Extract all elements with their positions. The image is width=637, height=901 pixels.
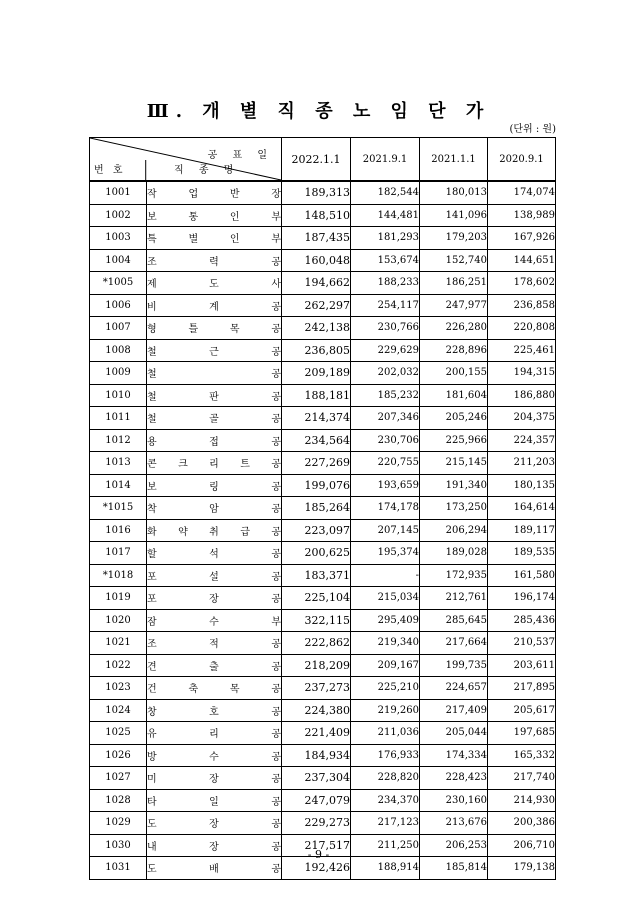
wage-value-cell: 247,079	[282, 789, 351, 812]
wage-value-cell: 144,651	[488, 249, 556, 272]
job-code-cell: 1025	[90, 722, 147, 745]
wage-value-cell: 186,880	[488, 384, 556, 407]
table-row	[90, 609, 556, 632]
job-name: 보 링 공	[147, 481, 281, 493]
job-code-cell: 1017	[90, 542, 147, 565]
job-name-cell	[147, 699, 282, 722]
wage-value-cell: 262,297	[282, 294, 351, 317]
job-name: 포 설 공	[147, 571, 281, 583]
wage-value-cell: 228,820	[351, 767, 420, 790]
wage-value-cell: 200,625	[282, 542, 351, 565]
job-code-cell: *1018	[90, 564, 147, 587]
job-code-cell: 1021	[90, 632, 147, 655]
job-code-cell: 1024	[90, 699, 147, 722]
job-name-cell	[147, 677, 282, 700]
page-title: Ⅲ. 개 별 직 종 노 임 단 가	[146, 101, 491, 122]
job-code-cell: 1030	[90, 834, 147, 857]
job-name: 창 호 공	[147, 706, 281, 718]
wage-value-cell: 184,934	[282, 744, 351, 767]
wage-value-cell: 197,685	[488, 722, 556, 745]
wage-value-cell: 230,160	[420, 789, 488, 812]
wage-table	[89, 137, 556, 880]
job-name-cell	[147, 609, 282, 632]
wage-value-cell: 229,629	[351, 339, 420, 362]
wage-value-cell: 152,740	[420, 249, 488, 272]
job-name: 철 판 공	[147, 391, 281, 403]
wage-value-cell: 189,535	[488, 542, 556, 565]
wage-value-cell: 174,178	[351, 497, 420, 520]
job-name-cell	[147, 272, 282, 295]
wage-value-cell: 285,436	[488, 609, 556, 632]
table-row	[90, 519, 556, 542]
wage-value-cell: 186,251	[420, 272, 488, 295]
wage-value-cell: 285,645	[420, 609, 488, 632]
wage-value-cell: 183,371	[282, 564, 351, 587]
job-code-cell: 1011	[90, 407, 147, 430]
job-code-cell: 1023	[90, 677, 147, 700]
table-row	[90, 789, 556, 812]
wage-value-cell: 187,435	[282, 227, 351, 250]
wage-value-cell: 188,233	[351, 272, 420, 295]
job-name-cell	[147, 654, 282, 677]
wage-value-cell: 181,604	[420, 384, 488, 407]
table-row	[90, 632, 556, 655]
table-row	[90, 744, 556, 767]
job-code-cell: 1026	[90, 744, 147, 767]
wage-value-cell: 188,914	[351, 857, 420, 880]
job-name: 작 업 반 장	[147, 189, 281, 201]
wage-value-cell: 194,662	[282, 272, 351, 295]
wage-value-cell: 226,280	[420, 317, 488, 340]
job-code-cell: 1019	[90, 587, 147, 610]
job-name-cell	[147, 181, 282, 204]
table-row	[90, 587, 556, 610]
job-code-cell: 1006	[90, 294, 147, 317]
job-code-cell: *1005	[90, 272, 147, 295]
header-no-label: 번 호	[94, 165, 126, 176]
job-name: 비 계 공	[147, 301, 281, 313]
wage-value-cell: 179,138	[488, 857, 556, 880]
wage-value-cell: 217,123	[351, 812, 420, 835]
wage-value-cell: 229,273	[282, 812, 351, 835]
job-name-cell	[147, 722, 282, 745]
wage-value-cell: 189,117	[488, 519, 556, 542]
job-name-cell	[147, 339, 282, 362]
wage-value-cell: 176,933	[351, 744, 420, 767]
wage-value-cell: 225,966	[420, 429, 488, 452]
table-row	[90, 204, 556, 227]
job-code-cell: 1010	[90, 384, 147, 407]
table-row	[90, 722, 556, 745]
table-row	[90, 181, 556, 204]
job-code-cell: 1002	[90, 204, 147, 227]
wage-value-cell: 322,115	[282, 609, 351, 632]
wage-value-cell: 254,117	[351, 294, 420, 317]
diagonal-header-cell	[90, 138, 282, 182]
wage-value-cell: 196,174	[488, 587, 556, 610]
job-name: 건 축 목 공	[147, 684, 281, 696]
wage-value-cell: 224,380	[282, 699, 351, 722]
job-code-cell: 1012	[90, 429, 147, 452]
job-name-cell	[147, 564, 282, 587]
job-name-cell	[147, 204, 282, 227]
wage-value-cell: 165,332	[488, 744, 556, 767]
job-name: 형 틀 목 공	[147, 324, 281, 336]
wage-value-cell: 212,761	[420, 587, 488, 610]
wage-value-cell: 199,735	[420, 654, 488, 677]
wage-value-cell: 242,138	[282, 317, 351, 340]
wage-value-cell: 225,461	[488, 339, 556, 362]
job-name-cell	[147, 429, 282, 452]
job-name: 유 리 공	[147, 729, 281, 741]
wage-value-cell: 210,537	[488, 632, 556, 655]
table-row	[90, 542, 556, 565]
table-row	[90, 339, 556, 362]
job-name: 견 출 공	[147, 661, 281, 673]
job-name: 용 접 공	[147, 436, 281, 448]
page-number: - 9 -	[307, 848, 330, 861]
wage-value-cell: 185,232	[351, 384, 420, 407]
table-row	[90, 272, 556, 295]
column-header: 2020.9.1	[488, 138, 556, 182]
table-row	[90, 497, 556, 520]
column-header: 2021.9.1	[351, 138, 420, 182]
table-row	[90, 452, 556, 475]
wage-value-cell: 161,580	[488, 564, 556, 587]
wage-value-cell: 193,659	[351, 474, 420, 497]
table-row	[90, 564, 556, 587]
job-name-cell	[147, 587, 282, 610]
wage-value-cell: 185,264	[282, 497, 351, 520]
wage-value-cell: 178,602	[488, 272, 556, 295]
wage-value-cell: 220,808	[488, 317, 556, 340]
job-code-cell: 1013	[90, 452, 147, 475]
table-row	[90, 294, 556, 317]
wage-value-cell: 141,096	[420, 204, 488, 227]
job-name: 도 장 공	[147, 819, 281, 831]
table-row	[90, 654, 556, 677]
wage-value-cell: 180,135	[488, 474, 556, 497]
wage-value-cell: 138,989	[488, 204, 556, 227]
wage-value-cell: 207,145	[351, 519, 420, 542]
job-name: 내 장 공	[147, 841, 281, 853]
wage-value-cell: 202,032	[351, 362, 420, 385]
wage-value-cell: 215,145	[420, 452, 488, 475]
job-code-cell: 1029	[90, 812, 147, 835]
job-name: 잠 수 부	[147, 616, 281, 628]
job-name: 방 수 공	[147, 751, 281, 763]
job-code-cell: 1020	[90, 609, 147, 632]
wage-value-cell: 164,614	[488, 497, 556, 520]
wage-value-cell: 206,710	[488, 834, 556, 857]
wage-value-cell: 295,409	[351, 609, 420, 632]
wage-value-cell: 227,269	[282, 452, 351, 475]
wage-value-cell: 224,357	[488, 429, 556, 452]
wage-value-cell: 211,203	[488, 452, 556, 475]
wage-value-cell: 160,048	[282, 249, 351, 272]
column-header: 2021.1.1	[420, 138, 488, 182]
job-name-cell	[147, 227, 282, 250]
wage-value-cell: 217,740	[488, 767, 556, 790]
job-name: 착 암 공	[147, 504, 281, 516]
wage-value-cell: 185,814	[420, 857, 488, 880]
table-row	[90, 317, 556, 340]
wage-value-cell: 179,203	[420, 227, 488, 250]
job-code-cell: 1009	[90, 362, 147, 385]
job-name-cell	[147, 542, 282, 565]
job-name-cell	[147, 407, 282, 430]
table-row	[90, 474, 556, 497]
table-row	[90, 227, 556, 250]
job-name-cell	[147, 317, 282, 340]
wage-value-cell: 200,386	[488, 812, 556, 835]
wage-value-cell: 214,930	[488, 789, 556, 812]
job-name: 타 일 공	[147, 796, 281, 808]
table-row	[90, 767, 556, 790]
job-name-cell	[147, 452, 282, 475]
job-name: 콘 크 리 트 공	[147, 459, 281, 471]
job-name-cell	[147, 789, 282, 812]
wage-value-cell: 219,260	[351, 699, 420, 722]
table-row	[90, 384, 556, 407]
wage-value-cell: 211,250	[351, 834, 420, 857]
wage-value-cell: 188,181	[282, 384, 351, 407]
job-name-cell	[147, 249, 282, 272]
job-name: 보 통 인 부	[147, 211, 281, 223]
wage-value-cell: 230,706	[351, 429, 420, 452]
wage-value-cell: 217,664	[420, 632, 488, 655]
wage-value-cell: 173,250	[420, 497, 488, 520]
table-row	[90, 429, 556, 452]
job-code-cell: *1015	[90, 497, 147, 520]
wage-value-cell: 204,375	[488, 407, 556, 430]
wage-value-cell: 207,346	[351, 407, 420, 430]
wage-value-cell: 237,304	[282, 767, 351, 790]
wage-value-cell: 237,273	[282, 677, 351, 700]
table-header-row	[90, 138, 556, 182]
job-name: 도 배 공	[147, 864, 281, 876]
wage-value-cell: 189,028	[420, 542, 488, 565]
wage-value-cell: 217,409	[420, 699, 488, 722]
wage-value-cell: 228,896	[420, 339, 488, 362]
wage-value-cell: 206,294	[420, 519, 488, 542]
unit-label: (단위 : 원)	[509, 124, 556, 135]
job-code-cell: 1007	[90, 317, 147, 340]
job-code-cell: 1022	[90, 654, 147, 677]
job-name: 특 별 인 부	[147, 234, 281, 246]
wage-value-cell: 200,155	[420, 362, 488, 385]
job-name-cell	[147, 744, 282, 767]
job-code-cell: 1027	[90, 767, 147, 790]
job-name-cell	[147, 519, 282, 542]
wage-value-cell: 174,074	[488, 181, 556, 204]
job-code-cell: 1008	[90, 339, 147, 362]
wage-value-cell: 203,611	[488, 654, 556, 677]
wage-value-cell: 206,253	[420, 834, 488, 857]
job-name-cell	[147, 497, 282, 520]
wage-value-cell: 247,977	[420, 294, 488, 317]
job-name-cell	[147, 362, 282, 385]
wage-value-cell: 205,617	[488, 699, 556, 722]
job-name-cell	[147, 767, 282, 790]
job-name-cell	[147, 474, 282, 497]
job-name: 철 공	[147, 369, 281, 381]
wage-value-cell: 228,423	[420, 767, 488, 790]
job-name-cell	[147, 384, 282, 407]
job-code-cell: 1014	[90, 474, 147, 497]
wage-value-cell: 180,013	[420, 181, 488, 204]
job-code-cell: 1031	[90, 857, 147, 880]
wage-value-cell: 225,104	[282, 587, 351, 610]
wage-value-cell: 219,340	[351, 632, 420, 655]
wage-value-cell: -	[351, 564, 420, 587]
job-name: 제 도 사	[147, 279, 281, 291]
header-date-label: 공 표 일	[207, 150, 273, 161]
wage-value-cell: 172,935	[420, 564, 488, 587]
wage-value-cell: 215,034	[351, 587, 420, 610]
wage-value-cell: 192,426	[282, 857, 351, 880]
job-name-cell	[147, 812, 282, 835]
wage-value-cell: 236,805	[282, 339, 351, 362]
wage-value-cell: 167,926	[488, 227, 556, 250]
wage-value-cell: 217,517	[282, 834, 351, 857]
job-name: 철 근 공	[147, 346, 281, 358]
job-code-cell: 1003	[90, 227, 147, 250]
wage-value-cell: 205,044	[420, 722, 488, 745]
wage-value-cell: 195,374	[351, 542, 420, 565]
job-code-cell: 1001	[90, 181, 147, 204]
wage-value-cell: 181,293	[351, 227, 420, 250]
table-row	[90, 249, 556, 272]
job-name-cell	[147, 632, 282, 655]
job-name: 포 장 공	[147, 594, 281, 606]
wage-value-cell: 209,167	[351, 654, 420, 677]
wage-value-cell: 234,564	[282, 429, 351, 452]
wage-value-cell: 234,370	[351, 789, 420, 812]
job-name: 철 골 공	[147, 414, 281, 426]
wage-value-cell: 213,676	[420, 812, 488, 835]
wage-value-cell: 222,862	[282, 632, 351, 655]
wage-value-cell: 194,315	[488, 362, 556, 385]
wage-value-cell: 153,674	[351, 249, 420, 272]
job-code-cell: 1004	[90, 249, 147, 272]
wage-value-cell: 205,246	[420, 407, 488, 430]
wage-value-cell: 214,374	[282, 407, 351, 430]
table-row	[90, 699, 556, 722]
wage-value-cell: 223,097	[282, 519, 351, 542]
wage-value-cell: 230,766	[351, 317, 420, 340]
wage-value-cell: 191,340	[420, 474, 488, 497]
wage-value-cell: 236,858	[488, 294, 556, 317]
job-name: 화 약 취 급 공	[147, 526, 281, 538]
wage-value-cell: 225,210	[351, 677, 420, 700]
wage-value-cell: 209,189	[282, 362, 351, 385]
wage-value-cell: 148,510	[282, 204, 351, 227]
wage-value-cell: 217,895	[488, 677, 556, 700]
job-code-cell: 1028	[90, 789, 147, 812]
job-name: 조 력 공	[147, 256, 281, 268]
wage-value-cell: 174,334	[420, 744, 488, 767]
wage-value-cell: 218,209	[282, 654, 351, 677]
table-row	[90, 407, 556, 430]
job-name-cell	[147, 294, 282, 317]
job-name: 미 장 공	[147, 774, 281, 786]
header-name-label: 직 종 명	[174, 165, 240, 176]
wage-value-cell: 224,657	[420, 677, 488, 700]
wage-value-cell: 144,481	[351, 204, 420, 227]
table-row	[90, 362, 556, 385]
table-row	[90, 677, 556, 700]
wage-value-cell: 189,313	[282, 181, 351, 204]
job-name: 조 적 공	[147, 639, 281, 651]
column-header: 2022.1.1	[282, 138, 351, 182]
job-name: 할 석 공	[147, 549, 281, 561]
wage-value-cell: 182,544	[351, 181, 420, 204]
wage-value-cell: 211,036	[351, 722, 420, 745]
table-row	[90, 812, 556, 835]
job-code-cell: 1016	[90, 519, 147, 542]
wage-value-cell: 221,409	[282, 722, 351, 745]
wage-value-cell: 220,755	[351, 452, 420, 475]
wage-value-cell: 199,076	[282, 474, 351, 497]
